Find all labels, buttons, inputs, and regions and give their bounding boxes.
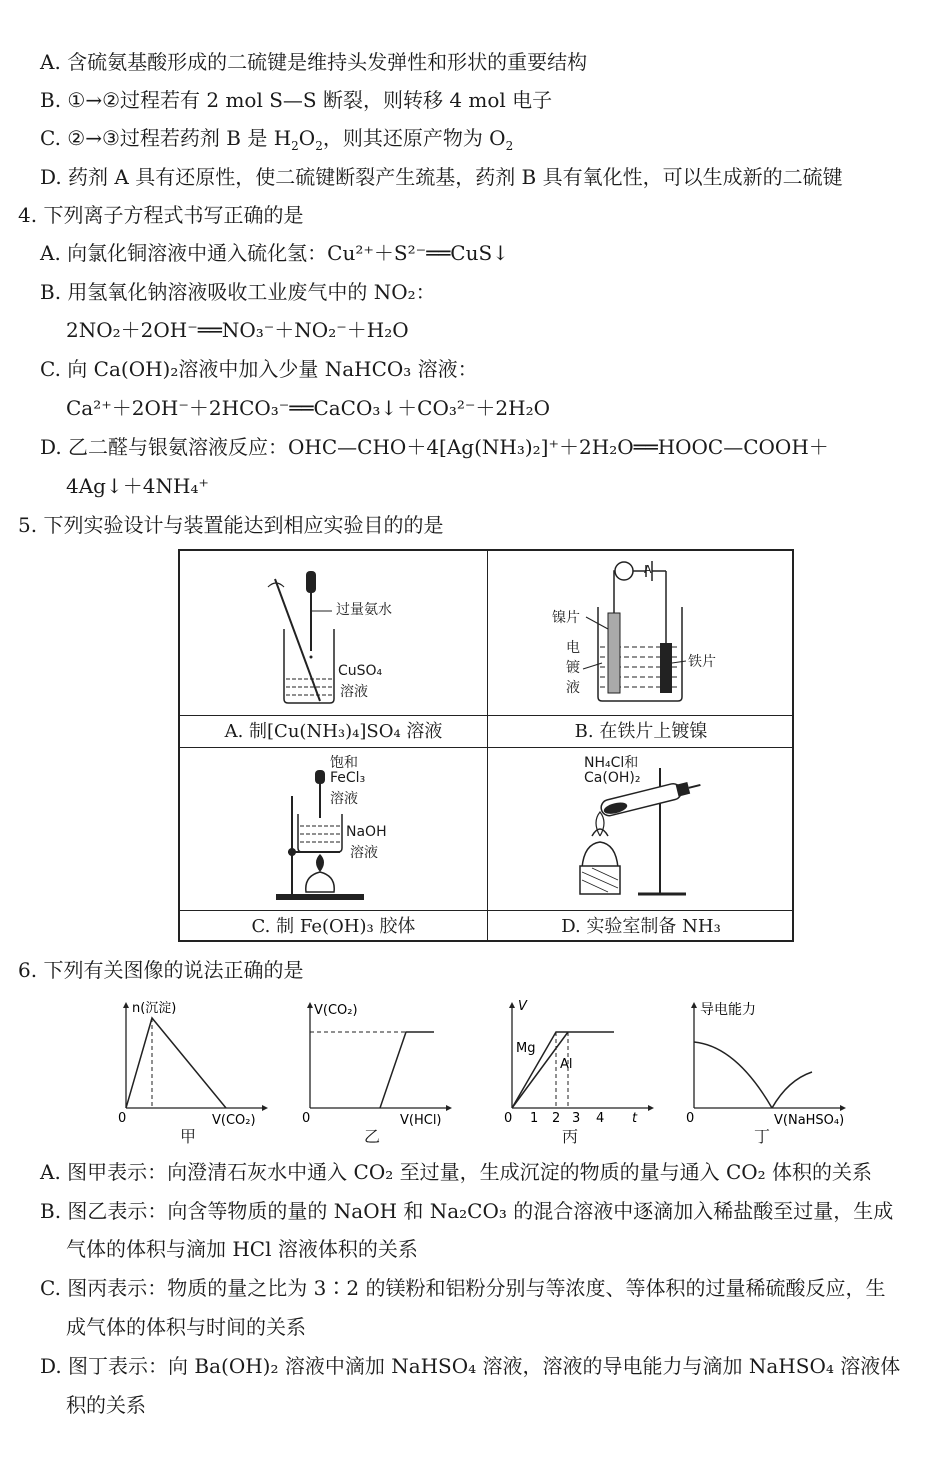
graph-jia-ylabel: n(沉淀) bbox=[132, 1001, 177, 1016]
graph-bing-series-mg: Mg bbox=[516, 1041, 536, 1056]
apparatus-cell-a bbox=[180, 551, 487, 747]
apparatus-a-drawing bbox=[180, 551, 487, 715]
graph-yi-origin: 0 bbox=[302, 1111, 311, 1126]
graph-ding-plot bbox=[680, 996, 860, 1126]
graph-jia bbox=[112, 996, 272, 1146]
graph-yi-xlabel: V(HCl) bbox=[400, 1113, 442, 1126]
graph-bing-origin: 0 bbox=[504, 1111, 513, 1126]
graph-jia-origin: 0 bbox=[118, 1111, 127, 1126]
q6-stem: 6. 下列有关图像的说法正确的是 bbox=[18, 958, 304, 982]
graph-bing-ylabel: V bbox=[518, 999, 527, 1014]
q4-option-c: C. 向 Ca(OH)₂溶液中加入少量 NaHCO₃ 溶液： bbox=[40, 357, 478, 381]
graph-ding-xlabel: V(NaHSO₄) bbox=[774, 1113, 845, 1126]
graph-yi-caption: 乙 bbox=[363, 1127, 380, 1146]
label-plating-3: 液 bbox=[566, 680, 580, 696]
label-naoh: NaOH bbox=[346, 824, 387, 840]
apparatus-cell-c bbox=[180, 748, 487, 942]
graph-bing-tick-1: 1 bbox=[530, 1111, 539, 1126]
graph-bing-tick-4: 4 bbox=[596, 1111, 605, 1126]
label-plating-1: 电 bbox=[566, 640, 580, 656]
label-excess-ammonia: 过量氨水 bbox=[336, 602, 392, 618]
graph-ding-ylabel: 导电能力 bbox=[700, 1002, 756, 1018]
graph-bing bbox=[498, 996, 658, 1146]
q4-option-d-continuation: 4Ag↓＋4NH₄⁺ bbox=[66, 474, 209, 498]
label-caoh2: Ca(OH)₂ bbox=[584, 770, 641, 786]
q6-option-b: B. 图乙表示：向含等物质的量的 NaOH 和 Na₂CO₃ 的混合溶液中逐滴加入稀盐酸至过量，生成 bbox=[40, 1199, 894, 1223]
graph-jia-caption: 甲 bbox=[179, 1127, 196, 1146]
graph-jia-xlabel: V(CO₂) bbox=[212, 1113, 256, 1126]
label-nh4cl: NH₄Cl和 bbox=[584, 755, 639, 771]
label-saturated: 饱和 bbox=[330, 755, 358, 771]
graph-ding-caption: 丁 bbox=[753, 1127, 770, 1146]
graph-bing-xlabel: t bbox=[632, 1111, 638, 1126]
graph-bing-tick-2: 2 bbox=[552, 1111, 561, 1126]
q3-option-b: B. ①→②过程若有 2 mol S—S 断裂，则转移 4 mol 电子 bbox=[40, 88, 553, 112]
label-cuso4: CuSO₄ bbox=[338, 663, 383, 679]
q6-option-a: A. 图甲表示：向澄清石灰水中通入 CO₂ 至过量，生成沉淀的物质的量与通入 CO₂ 体积的关系 bbox=[40, 1160, 873, 1184]
apparatus-cell-d bbox=[488, 748, 794, 942]
q5-stem: 5. 下列实验设计与装置能达到相应实验目的的是 bbox=[18, 513, 444, 537]
q6-option-c-continuation: 成气体的体积与时间的关系 bbox=[66, 1315, 306, 1339]
graph-ding bbox=[680, 996, 860, 1146]
apparatus-table bbox=[178, 549, 794, 942]
apparatus-d-drawing bbox=[488, 748, 794, 910]
apparatus-b-drawing bbox=[488, 551, 794, 715]
caption-b: B. 在铁片上镀镍 bbox=[488, 715, 794, 748]
ammeter-label: A bbox=[644, 563, 652, 576]
q6-option-b-continuation: 气体的体积与滴加 HCl 溶液体积的关系 bbox=[66, 1237, 418, 1261]
q3-option-c: C. ②→③过程若药剂 B 是 $H_2O_2$，则其还原产物为 $O_2$ bbox=[40, 126, 514, 153]
q4-option-a: A. 向氯化铜溶液中通入硫化氢：Cu²⁺＋S²⁻══CuS↓ bbox=[40, 241, 509, 265]
label-solution-a: 溶液 bbox=[340, 684, 368, 700]
label-nickel-sheet: 镍片 bbox=[552, 610, 580, 626]
graph-yi-plot bbox=[296, 996, 456, 1126]
label-fecl3: FeCl₃ bbox=[330, 770, 366, 786]
q6-option-d: D. 图丁表示：向 Ba(OH)₂ 溶液中滴加 NaHSO₄ 溶液，溶液的导电能力与滴加 NaHSO₄ 溶液体 bbox=[40, 1354, 901, 1378]
caption-d: D. 实验室制备 NH₃ bbox=[488, 910, 794, 943]
label-solution-c2: 溶液 bbox=[350, 845, 378, 861]
q6-option-c: C. 图丙表示：物质的量之比为 3∶2 的镁粉和铝粉分别与等浓度、等体积的过量稀硫酸反应，生 bbox=[40, 1276, 886, 1300]
q4-option-c-equation: Ca²⁺＋2OH⁻＋2HCO₃⁻══CaCO₃↓＋CO₃²⁻＋2H₂O bbox=[66, 396, 551, 420]
q3-option-a: A. 含硫氨基酸形成的二硫键是维持头发弹性和形状的重要结构 bbox=[40, 50, 588, 74]
q4-stem: 4. 下列离子方程式书写正确的是 bbox=[18, 203, 304, 227]
graph-bing-series-al: Al bbox=[560, 1057, 573, 1072]
q6-option-d-continuation: 积的关系 bbox=[66, 1393, 146, 1417]
caption-c: C. 制 Fe(OH)₃ 胶体 bbox=[180, 910, 487, 943]
graph-yi bbox=[296, 996, 456, 1146]
label-solution-c1: 溶液 bbox=[330, 791, 358, 807]
graph-bing-plot bbox=[498, 996, 658, 1126]
q4-option-b: B. 用氢氧化钠溶液吸收工业废气中的 NO₂： bbox=[40, 280, 436, 304]
graph-yi-ylabel: V(CO₂) bbox=[314, 1003, 358, 1018]
label-iron-sheet: 铁片 bbox=[688, 654, 716, 670]
q4-option-d: D. 乙二醛与银氨溶液反应：OHC—CHO＋4[Ag(NH₃)₂]⁺＋2H₂O══HOOC—COOH＋ bbox=[40, 435, 829, 459]
graph-jia-plot bbox=[112, 996, 272, 1126]
apparatus-cell-b bbox=[488, 551, 794, 747]
caption-a: A. 制[Cu(NH₃)₄]SO₄ 溶液 bbox=[180, 715, 487, 748]
graph-bing-tick-3: 3 bbox=[572, 1111, 581, 1126]
q3-option-d: D. 药剂 A 具有还原性，使二硫键断裂产生巯基，药剂 B 具有氧化性，可以生成新的二硫键 bbox=[40, 165, 843, 189]
graph-bing-caption: 丙 bbox=[561, 1127, 578, 1146]
label-plating-2: 镀 bbox=[566, 660, 580, 676]
graph-ding-origin: 0 bbox=[686, 1111, 695, 1126]
q4-option-b-equation: 2NO₂＋2OH⁻══NO₃⁻＋NO₂⁻＋H₂O bbox=[66, 318, 409, 342]
